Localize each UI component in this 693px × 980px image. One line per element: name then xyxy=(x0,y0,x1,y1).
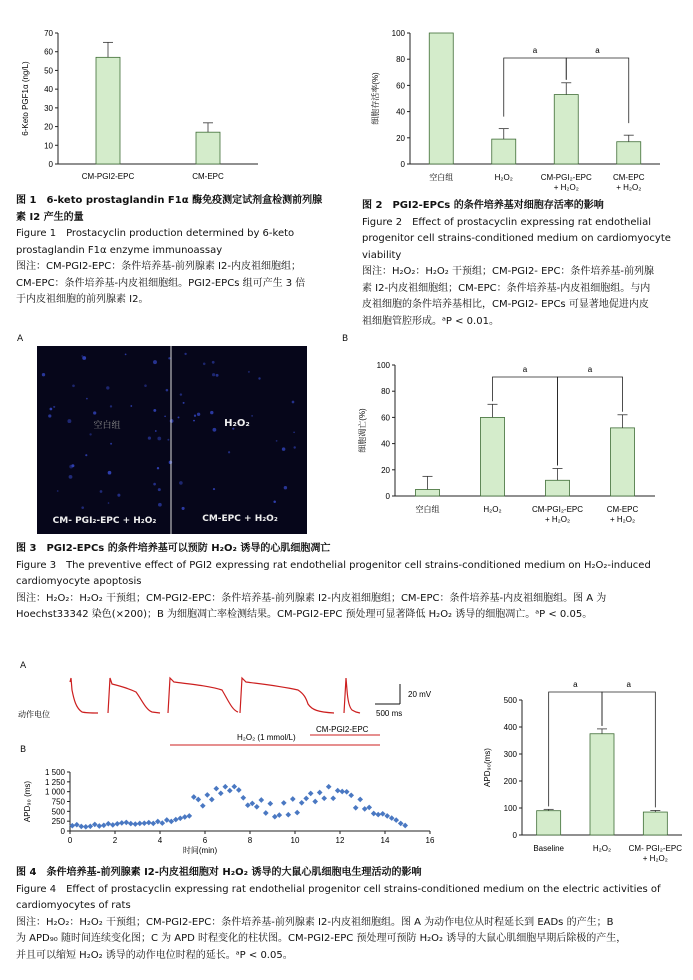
scatter-point xyxy=(303,796,309,802)
scatter-point xyxy=(159,820,165,826)
nucleus-dot xyxy=(164,415,166,417)
caption-cn: 图 2 PGI2-EPCs 的条件培养基对细胞存活率的影响 xyxy=(362,200,604,211)
nucleus-dot xyxy=(212,373,215,376)
nucleus-dot xyxy=(194,415,196,417)
x-tick-label: 2 xyxy=(112,836,118,845)
bar xyxy=(96,57,120,164)
nucleus-dot xyxy=(81,506,84,509)
bar xyxy=(537,811,561,835)
scatter-point xyxy=(335,788,341,794)
significance-label: a xyxy=(595,46,600,55)
cm-treatment-label: CM-PGI2-EPC xyxy=(316,725,369,734)
x-axis-label: 时间(min) xyxy=(182,846,218,855)
nucleus-dot xyxy=(153,483,156,486)
x-tick-label: Baseline xyxy=(533,844,565,853)
nucleus-dot xyxy=(282,447,286,451)
nucleus-dot xyxy=(184,353,186,355)
y-tick-label: 60 xyxy=(381,413,390,423)
significance-label: a xyxy=(626,680,631,689)
y-tick-label: 100 xyxy=(503,804,517,813)
nucleus-dot xyxy=(82,356,86,360)
x-tick-label: CM-EPC xyxy=(612,173,645,182)
nucleus-dot xyxy=(228,451,230,453)
figure-3b-chart xyxy=(355,355,655,535)
x-tick-label: + H₂O₂ xyxy=(616,183,642,192)
nucleus-dot xyxy=(144,384,147,387)
y-tick-label: 60 xyxy=(396,81,405,91)
x-tick-label: H₂O₂ xyxy=(592,844,612,853)
micro-label-cm-epc: CM-EPC + H₂O₂ xyxy=(202,514,278,524)
scale-label-ms: 500 ms xyxy=(376,709,403,718)
y-tick-label: 20 xyxy=(381,465,390,475)
panel-label-b: B xyxy=(20,745,27,755)
nucleus-dot xyxy=(167,439,169,441)
nucleus-dot xyxy=(213,488,215,490)
y-tick-label: 250 xyxy=(51,817,65,827)
nucleus-dot xyxy=(258,377,260,379)
nucleus-dot xyxy=(69,475,73,479)
caption-en: cardiomyocytes of rats xyxy=(16,900,131,911)
ap-row-label: 动作电位 xyxy=(18,710,50,719)
scatter-point xyxy=(218,790,224,796)
significance-label: a xyxy=(587,365,593,374)
y-tick-label: 500 xyxy=(51,807,65,817)
caption-cn: 图 4 条件培养基-前列腺素 I2-内皮祖细胞对 H₂O₂ 诱导的大鼠心肌细胞电生理活动的影响 xyxy=(16,867,422,878)
y-tick-label: 20 xyxy=(44,122,53,132)
scatter-point xyxy=(119,820,125,826)
nucleus-dot xyxy=(125,354,127,356)
caption-note: 于内皮祖细胞的前列腺素 I2。 xyxy=(16,294,149,305)
bar xyxy=(546,480,570,496)
nucleus-dot xyxy=(293,431,295,433)
x-tick-label: 14 xyxy=(380,836,390,845)
x-tick-label: 0 xyxy=(67,836,73,845)
scatter-point xyxy=(366,805,372,811)
x-tick-label: H₂O₂ xyxy=(494,173,513,182)
x-tick-label: + H₂O₂ xyxy=(642,854,668,863)
scatter-point xyxy=(326,784,332,790)
nucleus-dot xyxy=(182,507,185,510)
scatter-point xyxy=(353,805,359,811)
caption-note: 皮祖细胞的条件培养基相比，CM-PGI2- EPCs 可显著地促进内皮 xyxy=(362,299,649,310)
nucleus-dot xyxy=(85,454,87,456)
nucleus-dot xyxy=(106,386,109,389)
x-tick-label: + H₂O₂ xyxy=(553,183,579,192)
y-tick-label: 80 xyxy=(381,387,390,397)
nucleus-dot xyxy=(48,414,51,417)
caption-en: prostaglandin F1α enzyme immunoassay xyxy=(16,244,223,256)
scatter-point xyxy=(344,789,350,795)
micrograph-nuclei xyxy=(37,346,307,534)
y-tick-label: 400 xyxy=(503,723,517,732)
scatter-point xyxy=(141,820,147,826)
scatter-point xyxy=(191,794,197,800)
scatter-point xyxy=(182,814,188,820)
caption-note: 素 I2-内皮祖细胞组；CM-EPC：条件培养基-内皮祖细胞组。与内 xyxy=(362,282,651,294)
nucleus-dot xyxy=(157,467,159,469)
nucleus-dot xyxy=(50,408,53,411)
scatter-point xyxy=(213,786,219,792)
nucleus-dot xyxy=(197,413,200,416)
significance-label: a xyxy=(532,46,538,55)
x-tick-label: 6 xyxy=(202,836,208,845)
y-tick-label: 40 xyxy=(396,107,405,117)
nucleus-dot xyxy=(273,500,276,503)
y-tick-label: 70 xyxy=(44,29,53,38)
x-tick-label: CM- PGI₂-EPC xyxy=(628,844,682,853)
micrograph-panel xyxy=(37,346,307,534)
y-tick-label: 80 xyxy=(396,55,405,65)
h2o2-treatment-label: H₂O₂ (1 mmol/L) xyxy=(237,733,296,742)
nucleus-dot xyxy=(178,416,180,418)
nucleus-dot xyxy=(153,360,157,364)
y-axis-label: 细胞存活率(%) xyxy=(371,72,380,125)
panel-label-b: B xyxy=(342,334,349,344)
bar xyxy=(643,812,667,835)
y-tick-label: 40 xyxy=(44,85,53,95)
y-tick-label: 300 xyxy=(503,750,517,759)
nucleus-dot xyxy=(183,402,185,404)
y-tick-label: 200 xyxy=(503,777,517,786)
nucleus-dot xyxy=(284,486,287,489)
scatter-point xyxy=(375,812,381,818)
y-tick-label: 0 xyxy=(385,492,390,501)
y-tick-label: 40 xyxy=(381,439,390,449)
y-axis-label: APD₉₀(ms) xyxy=(483,748,492,787)
action-potential-trace xyxy=(344,678,360,713)
y-tick-label: 1 500 xyxy=(44,768,65,777)
caption-en: Figure 2 Effect of prostacyclin expressing rat endothelial xyxy=(362,216,651,228)
nucleus-dot xyxy=(216,374,219,377)
caption-en: cardiomyocyte apoptosis xyxy=(16,576,142,587)
scatter-point xyxy=(132,821,138,827)
nucleus-dot xyxy=(71,464,74,467)
scatter-point xyxy=(254,804,260,810)
x-tick-label: CM-EPC xyxy=(606,505,639,514)
x-tick-label: 空白组 xyxy=(415,505,440,514)
caption-cn: 素 I2 产生的量 xyxy=(16,211,84,223)
nucleus-dot xyxy=(57,490,59,492)
scatter-point xyxy=(371,811,377,817)
nucleus-dot xyxy=(203,363,206,366)
figure-4-caption xyxy=(16,865,688,964)
scatter-point xyxy=(312,799,318,805)
y-tick-label: 20 xyxy=(396,133,405,143)
scatter-point xyxy=(209,797,215,803)
y-tick-label: 50 xyxy=(44,66,53,76)
y-tick-label: 0 xyxy=(60,827,65,836)
scatter-point xyxy=(272,814,278,820)
scatter-point xyxy=(96,823,102,829)
y-tick-label: 60 xyxy=(44,47,53,57)
nucleus-dot xyxy=(100,490,103,493)
y-tick-label: 0 xyxy=(400,160,405,169)
x-tick-label: 10 xyxy=(290,836,300,845)
scatter-point xyxy=(299,800,305,806)
scatter-point xyxy=(330,795,336,801)
x-tick-label: CM-EPC xyxy=(192,172,224,181)
y-tick-label: 30 xyxy=(44,103,53,113)
action-potential-trace xyxy=(70,678,98,713)
y-axis-label: 细胞凋亡(%) xyxy=(358,408,367,453)
scatter-point xyxy=(204,792,210,798)
significance-label: a xyxy=(522,365,528,374)
x-tick-label: CM-PGI2-EPC xyxy=(81,172,135,181)
y-tick-label: 1 250 xyxy=(44,777,65,787)
micro-label-cm-pgi2: CM- PGI₂-EPC + H₂O₂ xyxy=(52,516,157,526)
scale-label-mv: 20 mV xyxy=(408,690,432,699)
scatter-point xyxy=(105,821,111,827)
nucleus-dot xyxy=(72,384,75,387)
scatter-point xyxy=(83,824,89,830)
bar xyxy=(611,428,635,496)
caption-note: CM-EPC：条件培养基-内皮祖细胞组。PGI2-EPCs 组可产生 3 倍 xyxy=(16,277,306,289)
scatter-point xyxy=(146,820,152,826)
y-tick-label: 500 xyxy=(503,696,517,705)
caption-note: 祖细胞管腔形成。ᵃP < 0.01。 xyxy=(362,315,499,327)
bar xyxy=(590,734,614,835)
scatter-point xyxy=(186,813,192,819)
nucleus-dot xyxy=(158,503,162,507)
caption-en: viability xyxy=(362,249,402,261)
scatter-point xyxy=(200,803,206,809)
bar xyxy=(481,417,505,496)
nucleus-dot xyxy=(158,488,161,491)
scatter-point xyxy=(227,788,233,794)
nucleus-dot xyxy=(180,393,182,395)
scatter-point xyxy=(348,792,354,798)
caption-note: Hoechst33342 染色(×200)；B 为细胞凋亡率检测结果。CM-PGI2-EPC 预处理可显著降低 H₂O₂ 诱导的细胞凋亡。ᵃP < 0.05。 xyxy=(16,609,593,620)
caption-en: Figure 1 Prostacyclin production determined by 6-keto xyxy=(16,228,295,239)
figure-1-chart xyxy=(0,0,260,190)
scatter-point xyxy=(276,812,282,818)
nucleus-dot xyxy=(110,405,112,407)
scatter-point xyxy=(236,787,242,793)
nucleus-dot xyxy=(179,481,183,485)
scatter-point xyxy=(101,822,107,828)
nucleus-dot xyxy=(42,373,45,376)
bar xyxy=(429,33,453,164)
x-tick-label: 8 xyxy=(247,836,253,845)
nucleus-dot xyxy=(108,471,112,475)
scatter-point xyxy=(357,797,363,803)
caption-en: Figure 4 Effect of prostacyclin expressing rat endothelial progenitor cell strains-conditioned medium on the electric activities of xyxy=(16,883,661,895)
bar xyxy=(196,132,220,164)
nucleus-dot xyxy=(166,389,169,392)
caption-note: 图注：CM-PGI2-EPC：条件培养基-前列腺素 I2-内皮祖细胞组； xyxy=(16,261,301,272)
x-tick-label: H₂O₂ xyxy=(483,505,502,514)
scatter-point xyxy=(222,784,228,790)
caption-en: progenitor cell strains-conditioned medium on cardiomyocyte xyxy=(362,233,671,244)
scatter-point xyxy=(281,800,287,806)
nucleus-dot xyxy=(53,406,55,408)
action-potential-trace xyxy=(168,678,238,713)
nucleus-dot xyxy=(210,411,213,414)
figure-1-caption xyxy=(16,193,346,309)
caption-note: 为 APD₉₀ 随时间连续变化图；C 为 APD 时程变化的柱状图。CM-PGI2-EPC 预处理可预防 H₂O₂ 诱导的大鼠心肌细胞早期后除极的产生， xyxy=(16,933,627,944)
figure-3-caption xyxy=(16,541,686,624)
action-potential-trace xyxy=(108,678,160,713)
scatter-point xyxy=(177,815,183,821)
nucleus-dot xyxy=(168,357,170,359)
figure-2-chart xyxy=(355,0,685,200)
x-tick-label: + H₂O₂ xyxy=(609,515,636,524)
scatter-point xyxy=(362,806,368,812)
nucleus-dot xyxy=(108,502,110,504)
caption-note: 并且可以缩短 H₂O₂ 诱导的动作电位时程的延长。ᵃP < 0.05。 xyxy=(16,949,293,961)
figure-4c-chart xyxy=(470,680,690,865)
panel-label-a: A xyxy=(17,334,24,344)
x-tick-label: 12 xyxy=(335,836,345,845)
nucleus-dot xyxy=(89,433,91,435)
y-tick-label: 100 xyxy=(391,29,405,38)
y-tick-label: 0 xyxy=(48,160,53,169)
caption-en: Figure 3 The preventive effect of PGI2 expressing rat endothelial progenitor cell strains-conditioned medium on H₂O₂-induced xyxy=(16,559,651,571)
nucleus-dot xyxy=(86,398,88,400)
nucleus-dot xyxy=(153,409,156,412)
scatter-point xyxy=(114,821,120,827)
scatter-point xyxy=(263,810,269,816)
y-axis-label: APD₉₀ (ms) xyxy=(23,780,32,823)
bar xyxy=(416,489,440,496)
scatter-point xyxy=(123,820,129,826)
x-tick-label: CM-PGI₂-EPC xyxy=(540,173,592,182)
action-potential-trace xyxy=(240,678,334,713)
y-axis-label: 6-Keto PGF1α (ng/L) xyxy=(21,61,30,136)
scatter-point xyxy=(164,817,170,823)
nucleus-dot xyxy=(93,411,96,414)
micro-label-h2o2: H₂O₂ xyxy=(224,418,250,429)
bar xyxy=(554,95,578,164)
nucleus-dot xyxy=(170,419,174,423)
nucleus-dot xyxy=(110,443,112,445)
y-tick-label: 0 xyxy=(512,831,517,840)
panel-label-a: A xyxy=(20,661,27,671)
nucleus-dot xyxy=(212,361,215,364)
nucleus-dot xyxy=(248,371,250,373)
caption-note: 图注：H₂O₂：H₂O₂ 干预组；CM-PGI2- EPC：条件培养基-前列腺 xyxy=(362,266,655,277)
significance-label: a xyxy=(573,680,578,689)
micro-label-blank: 空白组 xyxy=(93,421,121,431)
x-tick-label: 16 xyxy=(425,836,435,845)
scatter-point xyxy=(308,791,314,797)
scatter-point xyxy=(128,821,134,827)
scatter-point xyxy=(290,796,296,802)
caption-cn: 图 3 PGI2-EPCs 的条件培养基可以预防 H₂O₂ 诱导的心肌细胞凋亡 xyxy=(16,543,331,554)
caption-cn: 图 1 6-keto prostaglandin F1α 酶免疫测定试剂盒检测前列腺 xyxy=(16,195,323,206)
nucleus-dot xyxy=(169,461,172,464)
x-tick-label: 4 xyxy=(157,836,163,845)
nucleus-dot xyxy=(148,436,151,439)
scatter-point xyxy=(294,810,300,816)
x-tick-label: + H₂O₂ xyxy=(544,515,571,524)
scatter-point xyxy=(195,797,201,803)
nucleus-dot xyxy=(117,494,120,497)
figure-2-caption xyxy=(362,198,687,330)
x-tick-label: CM-PGI₂-EPC xyxy=(531,505,584,514)
nucleus-dot xyxy=(294,446,296,448)
nucleus-dot xyxy=(81,355,83,357)
nucleus-dot xyxy=(292,401,295,404)
bar xyxy=(492,139,516,164)
scatter-point xyxy=(317,790,323,796)
caption-note: 图注：H₂O₂：H₂O₂ 干预组；CM-PGI2-EPC：条件培养基-前列腺素 I2-内皮祖细胞组；CM-EPC：条件培养基-内皮祖细胞组。图 A 为 xyxy=(16,592,607,604)
action-potential-traces xyxy=(0,660,470,760)
y-tick-label: 1 000 xyxy=(44,787,65,797)
y-tick-label: 10 xyxy=(44,141,53,151)
scatter-point xyxy=(321,795,327,801)
nucleus-dot xyxy=(276,440,278,442)
nucleus-dot xyxy=(251,415,253,417)
x-tick-label: 空白组 xyxy=(429,173,454,182)
scatter-point xyxy=(267,801,273,807)
scatter-point xyxy=(110,822,116,828)
scatter-point xyxy=(258,797,264,803)
figure-4b-scatter xyxy=(0,760,470,865)
caption-note: 图注：H₂O₂：H₂O₂ 干预组；CM-PGI2-EPC：条件培养基-前列腺素 I2-内皮祖细胞组。图 A 为动作电位从时程延长到 EADs 的产生；B xyxy=(16,916,614,928)
scatter-point xyxy=(285,812,291,818)
bar xyxy=(617,142,641,164)
scatter-point xyxy=(231,784,237,790)
nucleus-dot xyxy=(130,405,132,407)
y-tick-label: 750 xyxy=(51,797,65,807)
scatter-point xyxy=(240,795,246,801)
y-tick-label: 100 xyxy=(376,361,390,370)
nucleus-dot xyxy=(157,437,161,441)
